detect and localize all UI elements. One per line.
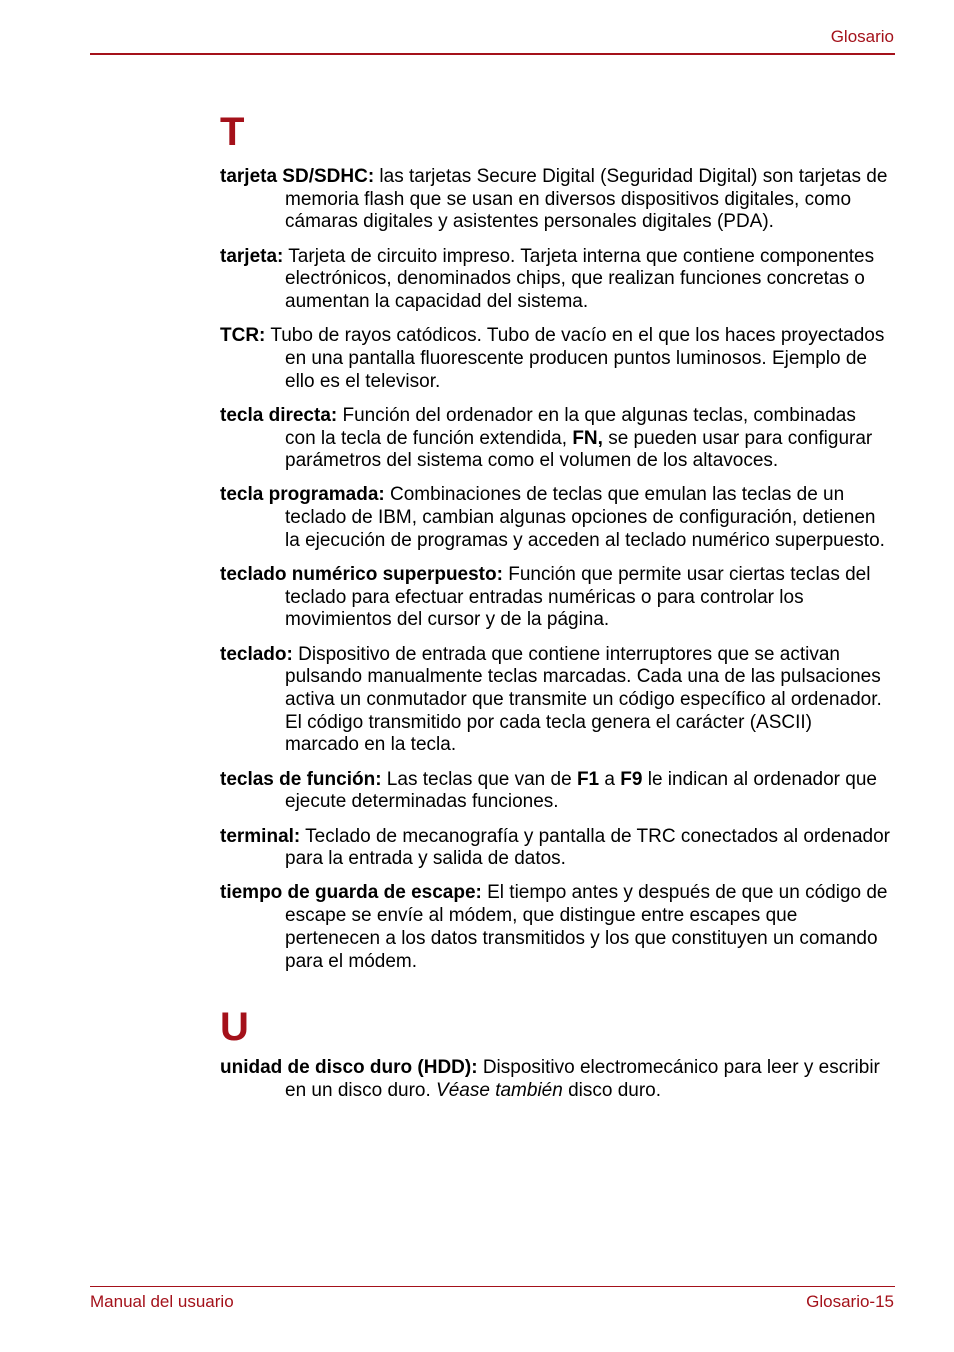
entry-term: terminal:: [220, 825, 301, 847]
glossary-entry: [220, 484, 890, 552]
entry-definition: Dispositivo de entrada que contiene interruptores que se activan pulsando manualmente teclas marcadas. Cada una de las pulsaciones activa un conmutador que transmite un código específico al ordenador. El código transmitido por cada tecla genera el carácter (ASCII) marcado en la tecla.: [285, 643, 882, 756]
entry-key-label: F9: [620, 768, 643, 790]
entry-term: tecla directa:: [220, 404, 338, 426]
entry-definition: las tarjetas Secure Digital (Seguridad Digital) son tarjetas de memoria flash que se usan en diversos dispositivos digitales, como cámaras digitales y asistentes personales digitales (PDA).: [285, 166, 888, 233]
entry-definition: se pueden usar para configurar parámetros del sistema como el volumen de los altavoces.: [285, 427, 873, 472]
entry-term: teclado:: [220, 643, 293, 665]
entry-definition: disco duro.: [562, 1080, 662, 1101]
glossary-entry: [220, 325, 890, 393]
glossary-entry: [220, 564, 890, 632]
entry-definition: Dispositivo electromecánico para leer y escribir en un disco duro.: [285, 1057, 880, 1101]
entry-term: TCR:: [220, 325, 266, 347]
entry-key-label: F1: [576, 768, 600, 790]
section-letter-t: T: [220, 110, 245, 154]
entry-definition: Tubo de rayos catódicos. Tubo de vacío en el que los haces proyectados en una pantalla fluorescente producen puntos luminosos. Ejemplo de ello es el televisor.: [265, 325, 885, 392]
glossary-entry: [220, 826, 890, 871]
glossary-entry: [220, 769, 890, 814]
entry-definition: Función del ordenador en la que algunas teclas, combinadas con la tecla de función extendida,: [285, 404, 856, 449]
glossary-entry: [220, 166, 890, 234]
header-rule: [90, 53, 895, 55]
glossary-entry: [220, 405, 890, 473]
entry-term: tecla programada:: [220, 484, 385, 506]
entry-definition: le indican al ordenador que ejecute determinadas funciones.: [285, 768, 877, 813]
glossary-content: [220, 108, 890, 1114]
entry-term: tiempo de guarda de escape:: [220, 882, 482, 904]
entry-definition: Las teclas que van de: [381, 768, 577, 790]
glossary-entry: [220, 246, 890, 314]
entry-term: unidad de disco duro (HDD):: [220, 1057, 478, 1079]
entry-see-also: Véase también: [436, 1080, 563, 1101]
entry-definition: a: [599, 768, 621, 790]
footer-page-number: Glosario-15: [806, 1292, 894, 1311]
section-letter-u: U: [220, 1005, 249, 1050]
entry-term: tarjeta:: [220, 245, 284, 267]
glossary-entry: [220, 1057, 890, 1102]
footer-rule: [90, 1286, 895, 1287]
entry-key-label: FN,: [572, 427, 603, 449]
entry-definition: Combinaciones de teclas que emulan las teclas de un teclado de IBM, cambian algunas opciones de configuración, detienen la ejecución de programas y acceden al teclado numérico superpuesto.: [285, 484, 885, 551]
entry-definition: El tiempo antes y después de que un código de escape se envíe al módem, que distingue entre escapes que pertenecen a los datos transmitidos y los que constituyen un comando para el módem.: [285, 882, 888, 972]
entry-definition: Tarjeta de circuito impreso. Tarjeta interna que contiene componentes electrónicos, denominados chips, que realizan funciones concretas o aumentan la capacidad del sistema.: [283, 245, 875, 313]
entry-definition: Función que permite usar ciertas teclas del teclado para efectuar entradas numéricas o para controlar los movimientos del cursor y de la página.: [285, 564, 871, 631]
entry-term: tarjeta SD/SDHC:: [220, 166, 375, 187]
footer-manual-title: Manual del usuario: [90, 1292, 234, 1311]
entry-term: teclado numérico superpuesto:: [220, 564, 503, 586]
entry-definition: Teclado de mecanografía y pantalla de TRC conectados al ordenador para la entrada y salida de datos.: [285, 825, 890, 870]
header-title: Glosario: [830, 27, 894, 46]
glossary-entry: [220, 882, 890, 973]
entry-term: teclas de función:: [220, 768, 382, 790]
glossary-entry: [220, 644, 890, 758]
